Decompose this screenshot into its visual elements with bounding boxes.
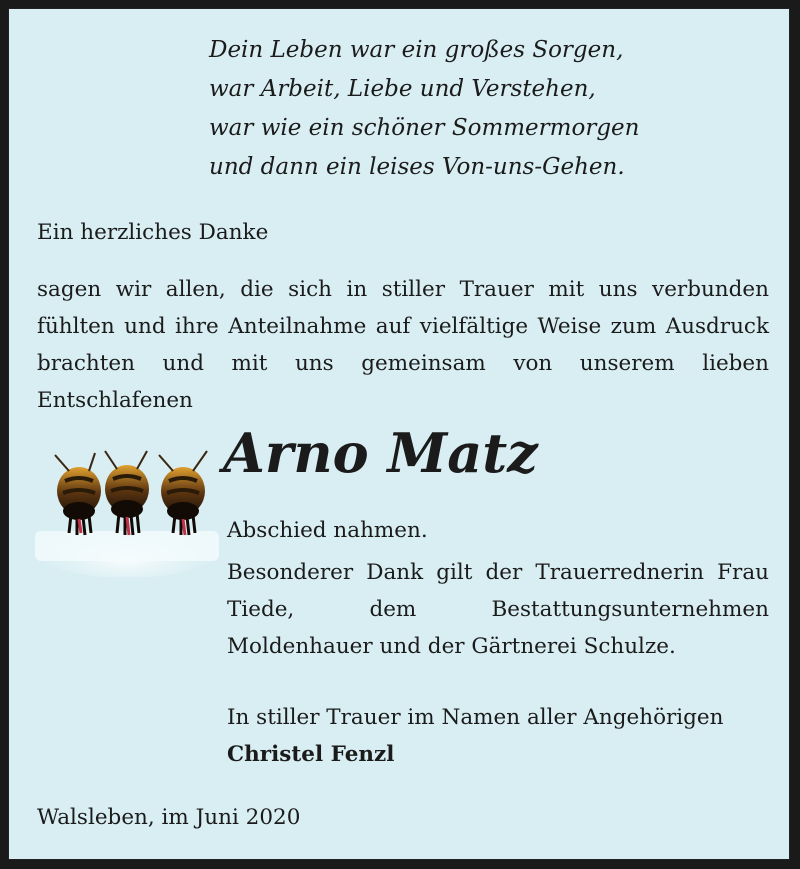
signoff-text: In stiller Trauer im Namen aller Angehörigen xyxy=(227,705,724,730)
poem-line-2: war Arbeit, Liebe und Verstehen, xyxy=(209,76,596,102)
place-date: Walsleben, im Juni 2020 xyxy=(37,805,301,830)
poem xyxy=(209,31,639,187)
poem-line-4: und dann ein leises Von-uns-Gehen. xyxy=(209,154,625,180)
thanks-text: Besonderer Dank gilt der Trauerrednerin Frau Tiede, dem Bestattungsunternehmen Moldenhauer und der Gärtnerei Schulze. xyxy=(227,560,769,659)
body-text: sagen wir allen, die sich in stiller Trauer mit uns verbunden fühlten und ihre Anteilnahme auf vielfältige Weise zum Ausdruck brachten und mit uns gemeinsam von unserem lieben Entschlafenen xyxy=(37,277,769,413)
deceased-name: Arno Matz xyxy=(223,421,538,485)
greeting: Ein herzliches Danke xyxy=(37,220,269,245)
poem-line-1: Dein Leben war ein großes Sorgen, xyxy=(209,37,624,63)
obituary-card xyxy=(8,8,790,860)
bees-icon xyxy=(31,441,223,577)
signer-name: Christel Fenzl xyxy=(227,742,395,767)
farewell-text: Abschied nahmen. xyxy=(227,518,428,543)
poem-line-3: war wie ein schöner Sommermorgen xyxy=(209,115,640,141)
